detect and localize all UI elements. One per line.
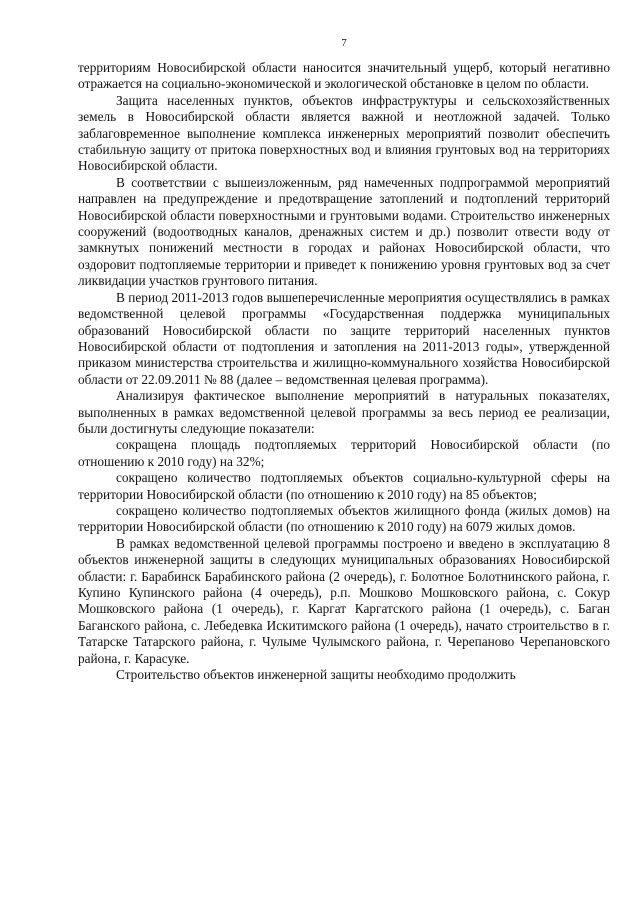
paragraph: сокращено количество подтопляемых объектов социально-культурной сферы на территории Новосибирской области (по отношению к 2010 году) на 85 объектов; xyxy=(78,470,610,502)
paragraph: сокращено количество подтопляемых объектов жилищного фонда (жилых домов) на территории Новосибирской области (по отношению к 2010 году) на 6079 жилых домов. xyxy=(78,502,610,535)
paragraph: Защита населенных пунктов, объектов инфраструктуры и сельскохозяйственных земель в Новосибирской области является важной и неотложной задачей. Только заблаговременное выполнение комплекса инженерных мероприятий позволит обеспечить стабильную защиту от притока поверхностных вод и влияния грунтовых вод на территориях Новосибирской области. xyxy=(78,92,610,174)
paragraph: В рамках ведомственной целевой программы построено и введено в эксплуатацию 8 объектов инженерной защиты в следующих муниципальных образованиях Новосибирской области: г. Барабинск Барабинского района (2 очередь), г. Болотное Болотнинского района, г. Купино Купинского района (4 очередь), р.п. Мошково Мошковского района, с. Сокур Мошковского района (1 очередь), г. Каргат Каргатского района (1 очередь), с. Баган Баганского района, с. Лебедевка Искитимского района (1 очередь), начато строительство в г. Татарске Татарского района, г. Чулыме Чулымского района, г. Черепаново Черепановского района, г. Карасуке. xyxy=(78,535,610,666)
paragraph: сокращена площадь подтопляемых территорий Новосибирской области (по отношению к 2010 году) на 32%; xyxy=(78,437,610,469)
paragraph: В период 2011-2013 годов вышеперечисленные мероприятия осуществлялись в рамках ведомственной целевой программы «Государственная поддержка муниципальных образований Новосибирской области по защите территорий населенных пунктов Новосибирской области от подтопления и затопления на 2011-2013 годы», утвержденной приказом министерства строительства и жилищно-коммунального хозяйства Новосибирской области от 22.09.2011 № 88 (далее – ведомственная целевая программа). xyxy=(78,289,610,387)
document-body xyxy=(78,60,610,683)
paragraph: Анализируя фактическое выполнение мероприятий в натуральных показателях, выполненных в рамках ведомственной целевой программы за весь период ее реализации, были достигнуты следующие показатели: xyxy=(78,388,610,436)
paragraph: Строительство объектов инженерной защиты необходимо продолжить xyxy=(116,667,516,683)
paragraph: В соответствии с вышеизложенным, ряд намеченных подпрограммой мероприятий направлен на предупреждение и предотвращение затоплений и подтоплений территорий Новосибирской области поверхностными и грунтовыми водами. Строительство инженерных сооружений (водоотводных каналов, дренажных систем и др.) позволит отвести воду от замкнутых понижений местности в городах и районах Новосибирской области, что оздоровит подтопляемые территории и приведет к понижению уровня грунтовых вод за счет ликвидации участков грунтового питания. xyxy=(78,174,610,289)
paragraph: территориям Новосибирской области наносится значительный ущерб, который негативно отражается на социально-экономической и экологической обстановке в целом по области. xyxy=(78,60,610,92)
page-number: 7 xyxy=(341,37,347,49)
